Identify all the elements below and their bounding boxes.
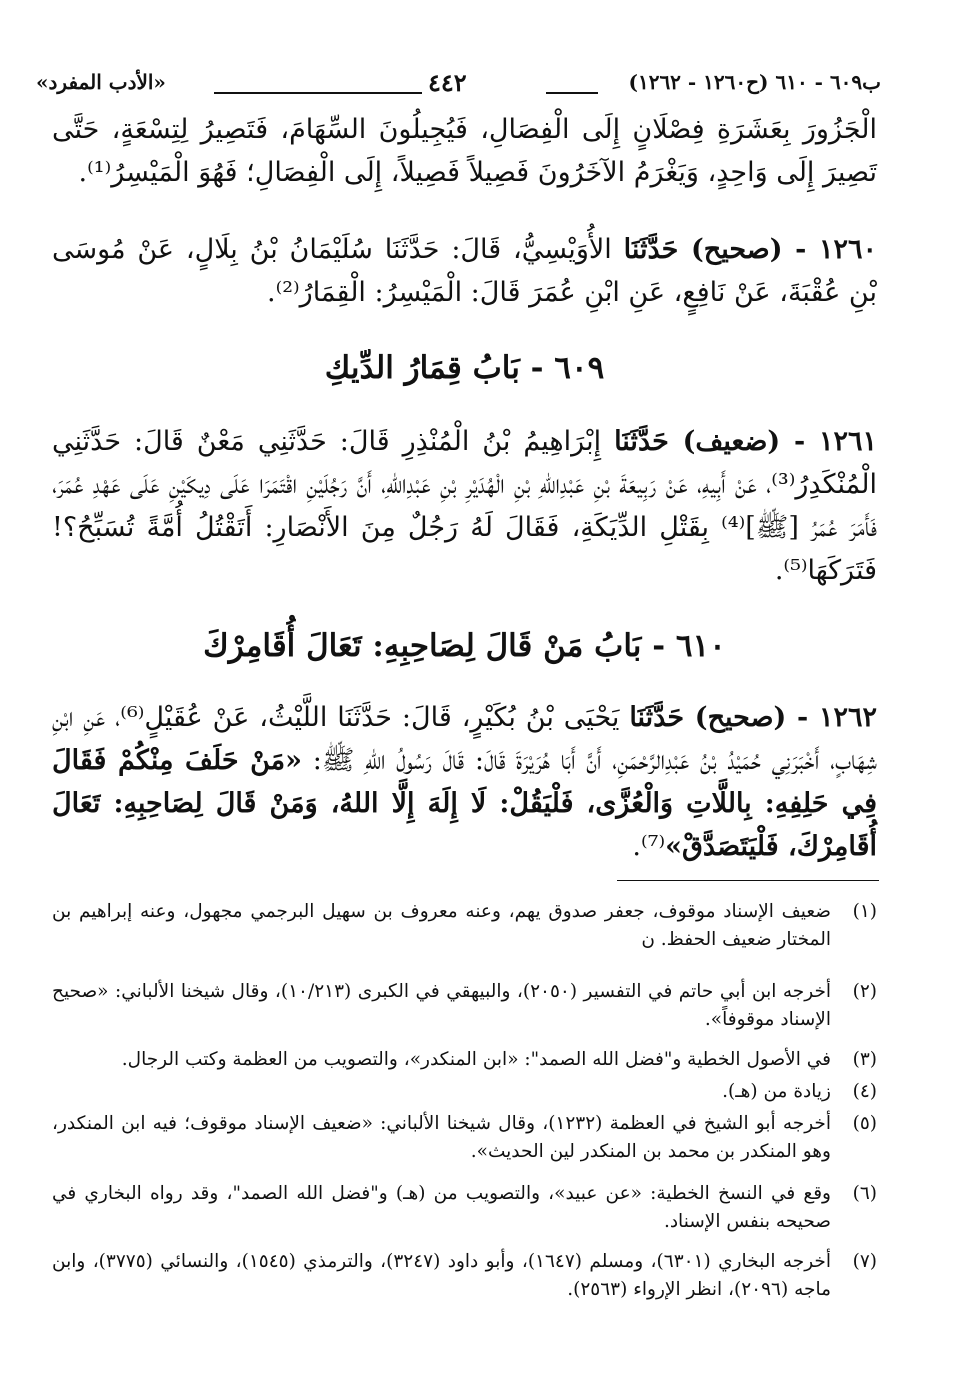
hadith-1261 — [52, 420, 877, 592]
footnote-text: أخرجه ابن أبي حاتم في التفسير (٢٠٥٠)، والبيهقي في الكبرى (١٠/٢١٣)، وقال شيخنا الألباني: «صحيح الإسناد موقوفاً». — [52, 981, 832, 1030]
footnote — [52, 1046, 877, 1074]
footnote — [52, 1248, 877, 1304]
footnote-text: في الأصول الخطية و"فضل الله الصمد": «ابن المنكدر»، والتصويب من العظمة وكتب الرجال. — [121, 1049, 831, 1070]
hadith-1260 — [52, 228, 877, 314]
footnote-separator — [617, 880, 879, 881]
prophetic-saying: «مَنْ حَلَفَ مِنْكُمْ فَقَالَ فِي حَلِفِهِ: بِاللَّاتِ وَالْعُزَّى، فَلْيَقُلْ: لَا إِلَهَ إِلَّا اللهُ، وَمَنْ قَالَ لِصَاحِبِهِ: تَعَالَ أُقَامِرْكَ، فَلْيَتَصَدَّقْ» — [52, 745, 877, 862]
footnote-text: أخرجه البخاري (٦٣٠١)، ومسلم (١٦٤٧)، وأبو داود (٣٢٤٧)، والترمذي (١٥٤٥)، والنسائي (٣٧٧٥)، وابن ماجه (٢٠٩٦)، انظر الإرواء (٢٥٦٣). — [52, 1251, 832, 1300]
footnote-ref: ⁽⁷⁾. — [632, 831, 666, 862]
footnote-number: (١) — [852, 901, 877, 922]
chapter-heading-609: ٦٠٩ - بَابُ قِمَارُ الدِّيكِ — [324, 350, 605, 386]
footnote-number: (٧) — [852, 1251, 877, 1272]
header-hadith-range: ب٦٠٩ - ٦١٠ (ح١٢٦٠ - ١٢٦٢) — [628, 70, 881, 94]
footnote-text: وقع في النسخ الخطية: «عن عبيد»، والتصويب من (هـ) و"فضل الله الصمد"، وقد رواه البخاري في صحيحه بنفس الإسناد. — [52, 1183, 831, 1232]
hadith-text: إِبْرَاهِيمُ بْنُ الْمُنْذِرِ قَالَ: حَدَّثَنِي مَعْنٌ قَالَ: حَدَّثَنِي الْمُنْكَدِرُ⁽³⁾، عَنْ أَبِيهِ، عَنْ رَبِيعَةَ بْنِ عَبْدِاللهِ بْنِ الْهُدَيْرِ بْنِ عَبْدِاللهِ، أَنَّ رَجُلَيْنِ اقْتَمَرَا عَلَى دِيكَيْنِ عَلَى عَهْدِ عُمَرَ، فَأَمَرَ عُمَرُ [ﷺ]⁽⁴⁾ بِقَتْلِ الدِّيَكَةِ، فَقَالَ لَهُ رَجُلٌ مِنَ الأَنْصَارِ: أَتَقْتُلُ أُمَّةً تُسَبِّحُ؟! فَتَرَكَهَا⁽⁵⁾. — [52, 426, 877, 586]
footnote — [52, 1180, 877, 1236]
footnote-text: زيادة من (هـ). — [722, 1081, 831, 1102]
footnote — [52, 1110, 877, 1166]
header-rule-right — [546, 92, 598, 94]
hadith-text: يَحْيَى بْنُ بُكَيْرٍ، قَالَ: حَدَّثَنَا اللَّيْثُ، عَنْ عُقَيْلٍ⁽⁶⁾، عَنِ ابْنِ شِهَابٍ، أَخْبَرَنِي حُمَيْدُ بْنُ عَبْدِالرَّحْمَنِ، أَنَّ أَبَا هُرَيْرَةَ قَالَ: قَالَ رَسُولُ اللهِ ﷺ: — [52, 702, 877, 776]
footnote — [52, 898, 877, 954]
hadith-lead: ١٢٦١ - (ضعيف) حَدَّثَنَا — [614, 426, 877, 457]
hadith-lead: ١٢٦٢ - (صحيح) حَدَّثَنَا — [629, 702, 877, 733]
footnote — [52, 978, 877, 1034]
hadith-lead: ١٢٦٠ - (صحيح) حَدَّثَنَا — [623, 234, 877, 265]
footnote-number: (٢) — [852, 981, 877, 1002]
footnote — [52, 1078, 877, 1106]
hadith-1262 — [52, 696, 877, 868]
paragraph-text: الْجَزُورَ بِعَشَرَةِ فِصْلَانٍ إِلَى الْفِصَالِ، فَيُجِيلُونَ السِّهَامَ، فَتَصِيرُ لِتِسْعَةٍ، حَتَّى تَصِيرَ إِلَى وَاحِدٍ، وَيَغْرَمُ الآخَرُونَ فَصِيلاً فَصِيلاً، إِلَى الْفِصَالِ؛ فَهُوَ الْمَيْسِرُ⁽¹⁾. — [52, 114, 877, 188]
footnote-text: ضعيف الإسناد موقوف، جعفر صدوق يهم، وعنه معروف بن سهيل البرجمي مجهول، وعنه إبراهيم بن المختار ضعيف الحفظ. ن — [52, 901, 831, 950]
chapter-heading-610: ٦١٠ - بَابُ مَنْ قَالَ لِصَاحِبِهِ: تَعَالَ أُقَامِرْكَ — [203, 628, 726, 664]
book-title: «الأدب المفرد» — [36, 70, 166, 94]
footnote-number: (٤) — [852, 1081, 877, 1102]
footnote-text: أخرجه أبو الشيخ في العظمة (١٢٣٢)، وقال شيخنا الألباني: «ضعيف الإسناد موقوف؛ فيه ابن المنكدر، وهو المنكدر بن محمد بن المنكدر لين الحديث». — [52, 1113, 831, 1162]
footnote-number: (٣) — [852, 1049, 877, 1070]
footnote-number: (٦) — [852, 1183, 877, 1204]
header-rule-left — [214, 92, 422, 94]
hadith-text: الأُوَيْسِيُّ، قَالَ: حَدَّثَنَا سُلَيْمَانُ بْنُ بِلَالٍ، عَنْ مُوسَى بْنِ عُقْبَةَ، عَنْ نَافِعٍ، عَنِ ابْنِ عُمَرَ قَالَ: الْمَيْسِرُ: الْقِمَارُ⁽²⁾. — [52, 234, 877, 308]
running-header — [36, 66, 881, 100]
footnote-number: (٥) — [852, 1113, 877, 1134]
paragraph-continuation — [52, 108, 877, 194]
page-number: ٤٤٢ — [428, 68, 467, 97]
